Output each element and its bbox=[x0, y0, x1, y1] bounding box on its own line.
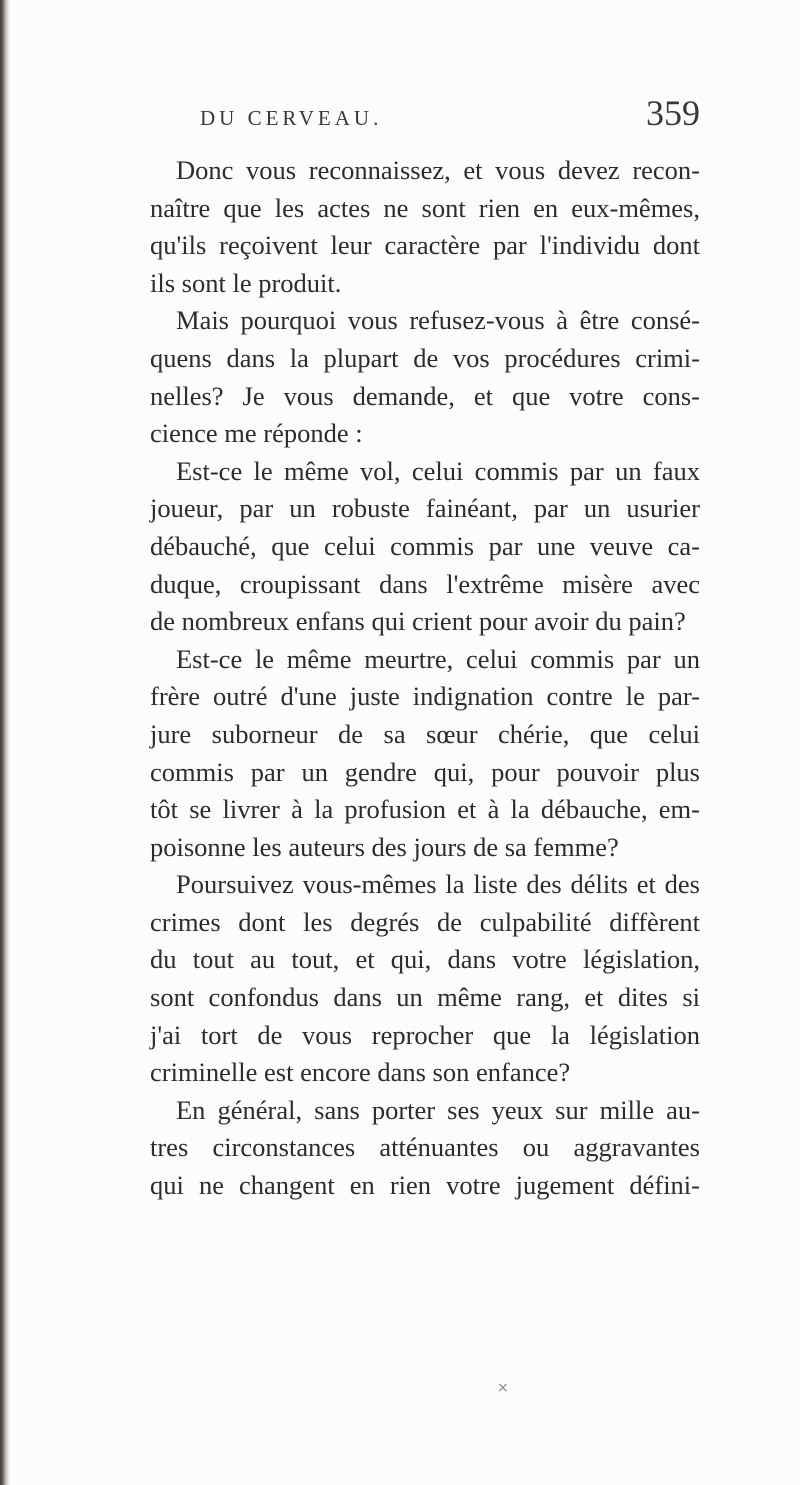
text-line: jure suborneur de sa sœur chérie, que celui bbox=[150, 718, 700, 749]
text-line: naître que les actes ne sont rien en eux-mêmes, bbox=[150, 192, 700, 223]
text-line: de nombreux enfans qui crient pour avoir du pain? bbox=[150, 606, 686, 637]
text-line: crimes dont les degrés de culpabilité diffèrent bbox=[150, 906, 700, 937]
text-line: quens dans la plupart de vos procédures crimi- bbox=[150, 342, 700, 373]
text-line: duque, croupissant dans l'extrême misère avec bbox=[150, 568, 700, 599]
text-line: ils sont le produit. bbox=[150, 267, 342, 298]
page-binding-edge bbox=[0, 0, 10, 1485]
text-line: Mais pourquoi vous refusez-vous à être consé- bbox=[176, 305, 700, 336]
body-text bbox=[150, 152, 700, 1205]
text-line: Est-ce le même meurtre, celui commis par un bbox=[176, 643, 700, 674]
text-line: commis par un gendre qui, pour pouvoir plus bbox=[150, 756, 700, 787]
text-line: qui ne changent en rien votre jugement défini- bbox=[150, 1170, 700, 1201]
text-line: sont confondus dans un même rang, et dites si bbox=[150, 982, 700, 1013]
text-line: poisonne les auteurs des jours de sa femme? bbox=[150, 831, 619, 862]
text-line: Poursuivez vous-mêmes la liste des délits et des bbox=[176, 869, 700, 900]
text-line: débauché, que celui commis par une veuve ca- bbox=[150, 530, 700, 561]
text-line: tres circonstances atténuantes ou aggravantes bbox=[150, 1132, 700, 1163]
text-line: Donc vous reconnaissez, et vous devez recon- bbox=[176, 155, 700, 185]
text-line: j'ai tort de vous reprocher que la législation bbox=[150, 1019, 700, 1050]
text-line: qu'ils reçoivent leur caractère par l'individu dont bbox=[150, 230, 700, 261]
text-line: Est-ce le même vol, celui commis par un faux bbox=[176, 455, 700, 486]
page-number: 359 bbox=[646, 93, 700, 133]
text-line: joueur, par un robuste fainéant, par un usurier bbox=[150, 493, 700, 524]
text-line: du tout au tout, et qui, dans votre législation, bbox=[150, 944, 700, 975]
stray-print-mark: × bbox=[497, 1380, 509, 1396]
text-line: tôt se livrer à la profusion et à la débauche, em- bbox=[150, 794, 700, 825]
running-head: DU CERVEAU. bbox=[200, 106, 383, 130]
page-header bbox=[200, 92, 700, 142]
text-line: En général, sans porter ses yeux sur mille au- bbox=[176, 1094, 700, 1125]
text-line: frère outré d'une juste indignation contre le par- bbox=[150, 681, 700, 712]
text-line: criminelle est encore dans son enfance? bbox=[150, 1057, 571, 1088]
text-line: cience me réponde : bbox=[150, 418, 363, 449]
text-line: nelles? Je vous demande, et que votre cons- bbox=[150, 380, 700, 411]
